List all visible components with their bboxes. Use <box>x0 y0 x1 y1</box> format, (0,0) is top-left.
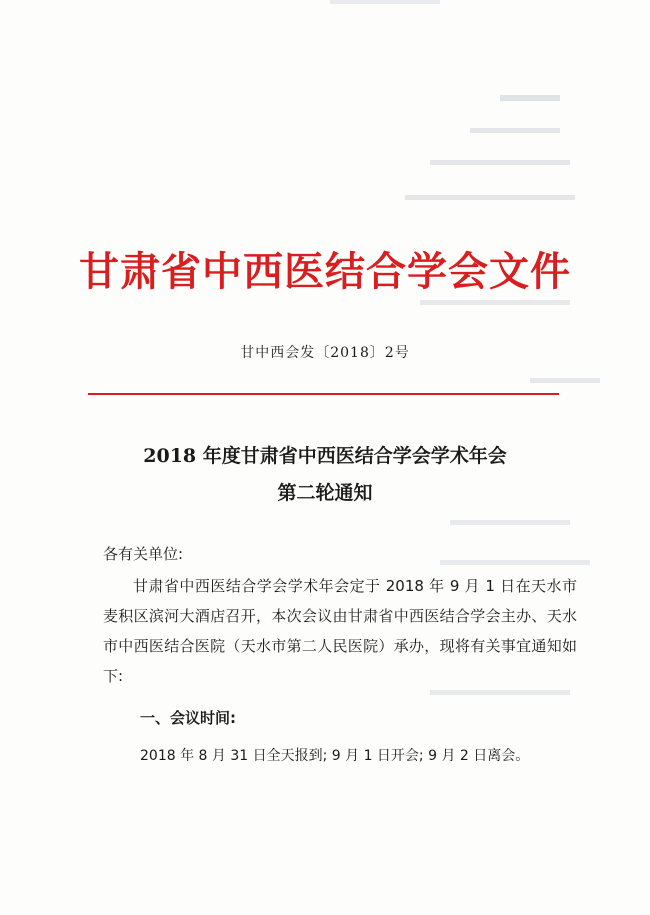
meeting-time-text: 2018 年 8 月 31 日全天报到; 9 月 1 日开会; 9 月 2 日离会。 <box>140 748 530 764</box>
show-through-mark <box>420 300 570 305</box>
intro-paragraph: 甘肃省中西医结合学会学术年会定于 2018 年 9 月 1 日在天水市麦积区滨河大酒店召开，本次会议由甘肃省中西医结合学会主办、天水市中西医结合医院（天水市第二人民医院）承办，现将有关事宜通知如下: <box>103 577 577 685</box>
salutation: 各有关单位: <box>103 545 184 563</box>
notice-title: 2018 年度甘肃省中西医结合学会学术年会 <box>143 445 507 467</box>
show-through-mark <box>430 160 570 165</box>
show-through-mark <box>330 0 440 4</box>
section-heading: 一、会议时间: <box>140 709 236 727</box>
show-through-mark <box>500 95 560 101</box>
show-through-mark <box>405 195 575 200</box>
document-number: 甘中西会发〔2018〕2号 <box>240 345 410 361</box>
red-divider-line <box>88 393 559 395</box>
show-through-mark <box>450 520 570 525</box>
show-through-mark <box>440 560 590 565</box>
show-through-mark <box>530 378 600 383</box>
notice-subtitle: 第二轮通知 <box>277 482 373 504</box>
issuer-header: 甘肃省中西医结合学会文件 <box>79 249 571 295</box>
show-through-mark <box>470 128 560 133</box>
